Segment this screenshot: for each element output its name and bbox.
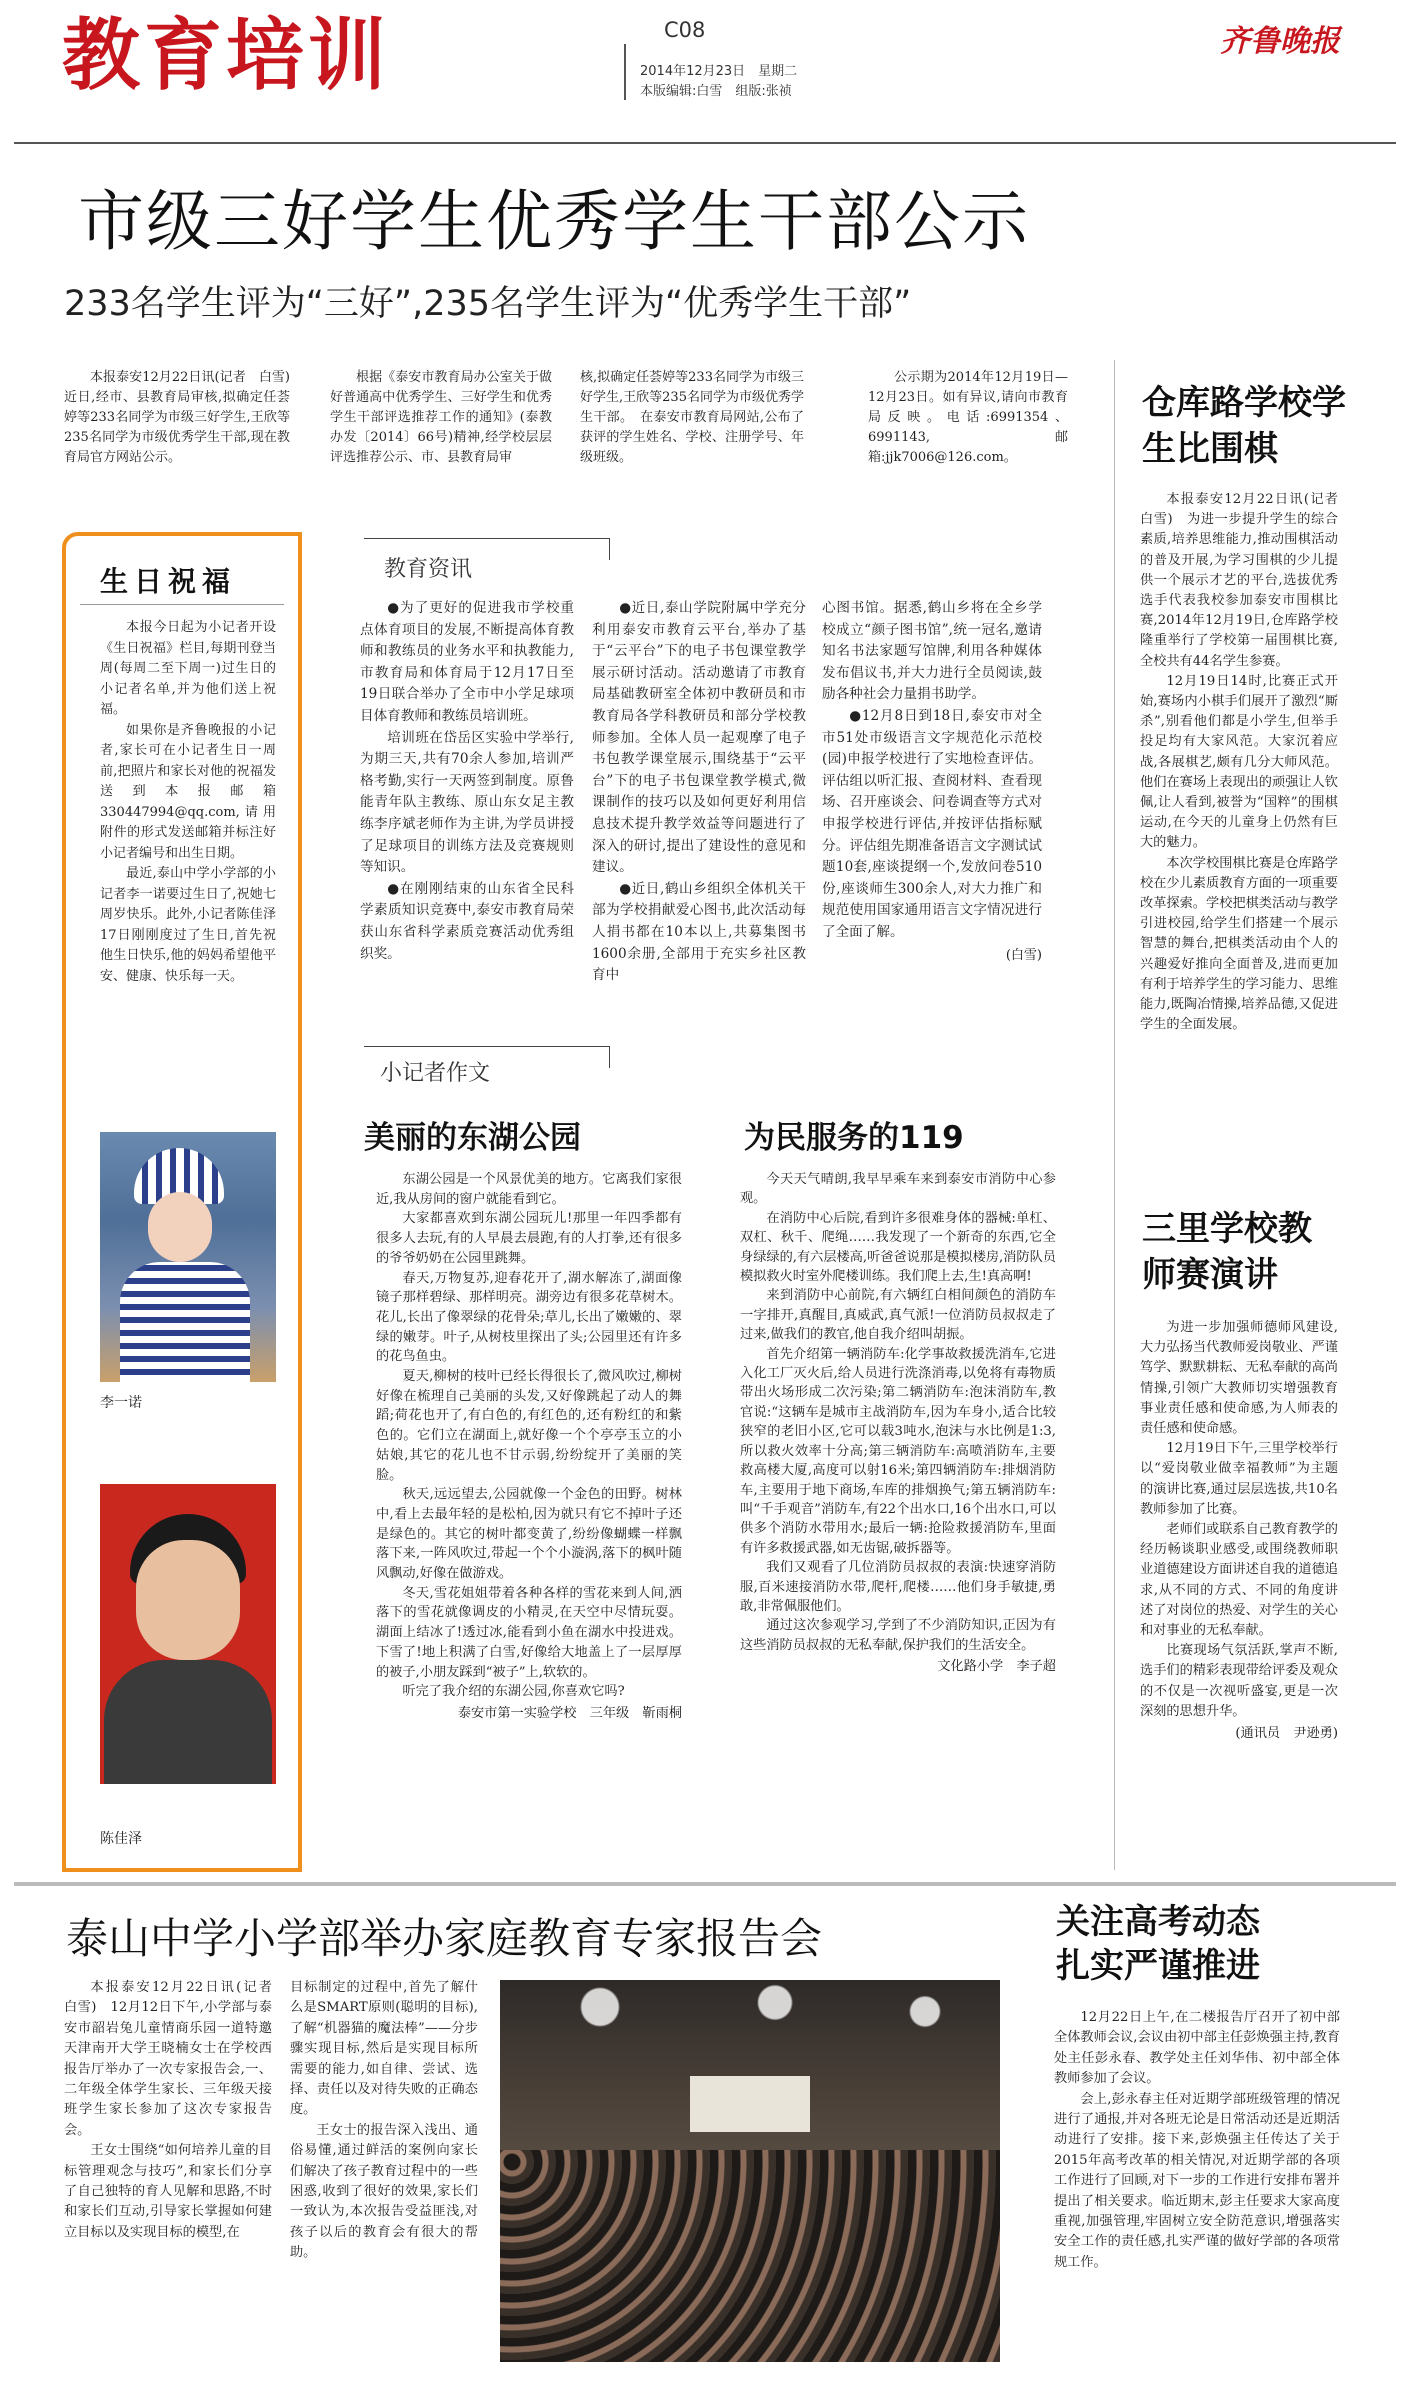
bottom-paragraph: 王女士的报告深入浅出、通俗易懂,通过鲜活的案例向家长们解决了孩子教育过程中的一些困惑,收到了很好的效果,家长们一致认为,本次报告受益匪浅,对孩子以后的教育会有很大的帮助。 [290, 2122, 478, 2261]
news-col-3 [822, 598, 1042, 963]
photo-li-yinuo [100, 1132, 276, 1382]
news-paragraph: ●近日,鹤山乡组织全体机关干部为学校捐献爱心图书,此次活动每人捐书都在10本以上,共募集图书1600余册,全部用于充实乡社区教育中 [592, 880, 806, 984]
page-divider [624, 44, 626, 100]
birthday-paragraph: 本报今日起为小记者开设《生日祝福》栏目,每期刊登当周(每周二至下周一)过生日的小记者名单,并为他们送上祝福。 [100, 620, 276, 717]
main-subheadline: 233名学生评为“三好”,235名学生评为“优秀学生干部” [64, 284, 912, 324]
bottom-col-1 [64, 1978, 286, 2243]
essay-paragraph: 春天,万物复苏,迎春花开了,湖水解冻了,湖面像镜子那样碧绿、那样明亮。湖旁边有很多花草树木。花儿,长出了像翠绿的花骨朵;草儿,长出了嫩嫩的、翠绿的嫩芽。叶子,从树枝里探出了头;公园里还有许多的花鸟鱼虫。 [376, 1270, 682, 1365]
chess-title: 仓库路学校学生比围棋 [1142, 383, 1346, 469]
news-paragraph: ●近日,泰山学院附属中学充分利用泰安市教育云平台,举办了基于“云平台”下的电子书包课堂教学展示研讨活动。活动邀请了市教育局基础教研室全体初中教研员和市教育局各学科教研员和部分学校教师参加。全体人员一起观摩了电子书包教学课堂展示,围绕基于“云平台”下的电子书包课堂教学模式,微课制作的技巧以及如何更好利用信息技术提升教学效益等问题进行了深入的研讨,提出了建设性的意见和建议。 [592, 600, 806, 876]
essay-paragraph: 大家都喜欢到东湖公园玩儿!那里一年四季都有很多人去玩,有的人早晨去晨跑,有的人打拳,还有很多的爷爷奶奶在公园里跳舞。 [376, 1211, 682, 1266]
news-col-1 [360, 598, 574, 965]
photo-caption: 陈佳泽 [100, 1831, 142, 1847]
news-paragraph: 培训班在岱岳区实验中学举行,为期三天,共有70余人参加,培训严格考勤,实行一天两签到制度。原鲁能青年队主教练、原山东女足主教练李序斌老师作为主讲,为学员讲授了足球项目的训练方法及竞赛规则等知识。 [360, 729, 574, 876]
child-face [148, 1192, 212, 1262]
chess-paragraph: 12月19日14时,比赛正式开始,赛场内小棋手们展开了激烈“厮杀”,别看他们都是小学生,但举手投足均有大家风范。大家沉着应战,各展棋艺,颇有几分大师风范。他们在赛场上表现出的顽强让人钦佩,让人看到,被誉为“国粹”的围棋运动,在今天的儿童身上仍然有巨大的魅力。 [1140, 673, 1338, 851]
essay-paragraph: 听完了我介绍的东湖公园,你喜欢它吗? [402, 1684, 625, 1700]
intro-paragraph: 根据《泰安市教育局办公室关于做好普通高中优秀学生、三好学生和优秀学生干部评选推荐工作的通知》(泰教办发〔2014〕66号)精神,经学校层层评选推荐公示、市、县教育局审 [330, 370, 552, 465]
main-headline: 市级三好学生优秀学生干部公示 [78, 183, 1030, 260]
news-paragraph: ●12月8日到18日,泰安市对全市51处市级语言文字规范化示范校(园)申报学校进行了实地检查评估。评估组以听汇报、查阅材料、查看现场、召开座谈会、问卷调查等方式对申报学校进行评估,并按评估指标赋分。评估组先期准备语言文字测试试题10套,座谈提纲一个,发放问卷510份,座谈师生300余人,对大力推广和规范使用国家通用语言文字情况进行了全面了解。 [822, 707, 1042, 940]
editor-credits: 本版编辑:白雪 组版:张祯 [640, 84, 792, 99]
speech-byline: (通讯员 尹逊勇) [1235, 1726, 1338, 1742]
birthday-rule [80, 604, 284, 605]
exam-title: 关注高考动态扎实严谨推进 [1056, 1902, 1260, 1986]
birthday-title: 生日祝福 [100, 565, 237, 598]
essay-paragraph: 首先介绍第一辆消防车:化学事故救援洗消车,它进入化工厂灭火后,给人员进行洗涤消毒,以免将有毒物质带出火场形成二次污染;第二辆消防车:泡沫消防车,教官说:“这辆车是城市主战消防车,因为车身小,适合比较狭窄的老旧小区,它可以载3吨水,泡沫与水比例是1:3,所以救火效率十分高;第三辆消防车:高喷消防车,主要救高楼大厦,高度可以射16米;第四辆消防车:排烟消防车,主要用于地下商场,车库的排烟换气;第五辆消防车:叫“千手观音”消防车,有22个出水口,16个出水口,可以供多个消防水带用水;最后一辆:抢险救援消防车,里面有许多救援武器,如无齿锯,破拆器等。 [740, 1346, 1056, 1556]
page-number: C08 [664, 18, 706, 42]
speech-body [1140, 1318, 1338, 1741]
masthead-rule [14, 142, 1396, 144]
essay-paragraph: 东湖公园是一个风景优美的地方。它离我们家很近,我从房间的窗户就能看到它。 [376, 1172, 682, 1207]
bottom-headline: 泰山中学小学部举办家庭教育专家报告会 [66, 1914, 823, 1963]
birthday-text [100, 618, 276, 987]
newspaper-logo: 齐鲁晚报 [1220, 24, 1340, 59]
essay-byline: 泰安市第一实验学校 三年级 靳雨桐 [457, 1705, 682, 1721]
chess-paragraph: 本报泰安12月22日讯(记者 白雪) 为进一步提升学生的综合素质,培养思维能力,推动围棋活动的普及开展,为学习围棋的少儿提供一个展示才艺的平台,选拔优秀选手代表我校参加泰安市围棋比赛,2014年12月19日,仓库路学校隆重举行了学校第一届围棋比赛,全校共有44名学生参赛。 [1140, 492, 1352, 669]
news-paragraph: ●为了更好的促进我市学校重点体育项目的发展,不断提高体育教师和教练员的业务水平和执教能力,市教育局和体育局于12月17日至19日联合举办了全市中小学足球项目体育教师和教练员培训班。 [360, 600, 574, 724]
news-byline: (白雪) [1005, 947, 1042, 963]
lecture-hall-photo [500, 1980, 1000, 2362]
intro-paragraph: 核,拟确定任荟婷等233名同学为市级三好学生,王欣等235名同学为市级优秀学生干部。 在泰安市教育局网站,公布了获评的学生姓名、学校、注册学号、年级班级。 [580, 370, 804, 465]
essay1-body [376, 1170, 682, 1721]
essay-paragraph: 冬天,雪花姐姐带着各种各样的雪花来到人间,洒落下的雪花就像调皮的小精灵,在天空中尽情玩耍。湖面上结冰了!透过冰,能看到小鱼在湖水中投进戏。下雪了!地上积满了白雪,好像给大地盖上了一层厚厚的被子,小朋友踩到“被子”上,软软的。 [376, 1585, 682, 1680]
chess-body [1140, 490, 1352, 1035]
essay-paragraph: 通过这次参观学习,学到了不少消防知识,正因为有这些消防员叔叔的无私奉献,保护我们的生活安全。 [740, 1618, 1056, 1653]
issue-date: 2014年12月23日 星期二 [640, 64, 798, 79]
bottom-rule [14, 1882, 1396, 1886]
photo-caption: 李一诺 [100, 1395, 142, 1411]
essay-paragraph: 今天天气晴朗,我早早乘车来到泰安市消防中心参观。 [740, 1172, 1056, 1207]
section-banner: 教育培训 [62, 10, 391, 101]
photo-chen-jiaze [100, 1484, 276, 1784]
essay-paragraph: 夏天,柳树的枝叶已经长得很长了,微风吹过,柳树好像在梳理自己美丽的头发,又好像跳起了动人的舞蹈;荷花也开了,有白色的,有红色的,还有粉红的和紫色的。它们立在湖面上,就好像一个个亭亭玉立的小姑娘,其它的花儿也不甘示弱,纷纷绽开了美丽的笑脸。 [376, 1369, 682, 1483]
bottom-paragraph: 目标制定的过程中,首先了解什么是SMART原则(聪明的目标),了解“机器猫的魔法棒”——分步骤实现目标,然后是实现目标所需要的能力,如自律、尝试、选择、责任以及对待失败的正确态度。 [290, 1980, 478, 2118]
news-paragraph: ●在刚刚结束的山东省全民科学素质知识竞赛中,泰安市教育局荣获山东省科学素质竞赛活动优秀组织奖。 [360, 880, 574, 962]
exam-body [1054, 2008, 1340, 2273]
exam-paragraph: 会上,彭永春主任对近期学部班级管理的情况进行了通报,并对各班无论是日常活动还是近期活动进行了安排。接下来,彭焕强主任传达了关于2015年高考改革的相关情况,对近期学部的各项工作进行了回顾,对下一步的工作进行安排布署并提出了相关要求。临近期末,彭主任要求大家高度重视,加强管理,牢固树立安全防范意识,增强落实安全工作的责任感,扎实严谨的做好学部的各项常规工作。 [1054, 2091, 1340, 2270]
hall-screen [690, 2076, 810, 2132]
essay-paragraph: 我们又观看了几位消防员叔叔的表演:快速穿消防服,百米速接消防水带,爬杆,爬楼……他们身手敏捷,勇敢,非常佩服他们。 [740, 1560, 1056, 1614]
boy-face [136, 1540, 240, 1660]
boy-shirt [104, 1660, 272, 1784]
birthday-paragraph: 如果你是齐鲁晚报的小记者,家长可在小记者生日一周前,把照片和家长对他的祝福发送到本报邮箱330447994@qq.com,请用附件的形式发送邮箱并标注好小记者编号和出生日期。 [100, 722, 276, 861]
hall-audience [500, 2150, 1000, 2362]
essay-byline: 文化路小学 李子超 [937, 1659, 1056, 1675]
hall-ceiling-lights [500, 1980, 1000, 2070]
essay2-title: 为民服务的119 [744, 1120, 964, 1156]
essay2-body [740, 1170, 1056, 1674]
right-column-rule [1114, 360, 1115, 1870]
bottom-col-2 [290, 1978, 478, 2264]
essay-paragraph: 秋天,远远望去,公园就像一个金色的田野。树林中,看上去最年轻的是松柏,因为就只有它不掉叶子还是绿色的。其它的树叶都变黄了,纷纷像蝴蝶一样飘落下来,一阵风吹过,带起一个个小漩涡,落下的枫叶随风飘动,好像在做游戏。 [376, 1487, 682, 1582]
bottom-paragraph: 本报泰安12月22日讯(记者 白雪) 12月12日下午,小学部与泰安市韶岩兔儿童情商乐园一道特邀天津南开大学王晓楠女士在学校西报告厅举办了一次专家报告会,一、二年级全体学生家长、三年级天接班学生家长参加了这次专家报告会。 [64, 1980, 286, 2138]
child-dress [120, 1262, 250, 1382]
news-col-2 [592, 598, 806, 987]
essay-paragraph: 在消防中心后院,看到许多很难身体的器械:单杠、双杠、秋千、爬绳……我发现了一个新奇的东西,它全身绿绿的,有六层楼高,听爸爸说那是模拟楼房,消防队员模拟救火时室外爬楼训练。我们爬上去,生!真高啊! [740, 1210, 1056, 1285]
essay1-title: 美丽的东湖公园 [364, 1120, 581, 1156]
speech-title: 三里学校教师赛演讲 [1142, 1209, 1312, 1295]
essay-paragraph: 来到消防中心前院,有六辆红白相间颜色的消防车一字排开,真醒目,真威武,真气派!一位消防员叔叔走了过来,做我们的教官,他自我介绍叫胡振。 [740, 1288, 1056, 1343]
chess-paragraph: 本次学校围棋比赛是仓库路学校在少儿素质教育方面的一项重要改革探索。学校把棋类活动与教学引进校园,给学生们搭建一个展示智慧的舞台,把棋类活动由个人的兴趣爱好推向全面普及,进而更加有利于培养学生的学习能力、思维能力,既陶冶情操,培养品德,又促进学生的全面发展。 [1140, 855, 1338, 1033]
intro-paragraph: 本报泰安12月22日讯(记者 白雪) 近日,经市、县教育局审核,拟确定任荟婷等233名同学为市级三好学生,王欣等235名同学为市级优秀学生干部,现在教育局官方网站公示。 [64, 370, 304, 465]
news-heading: 教育资讯 [380, 552, 476, 583]
speech-paragraph: 老师们或联系自己教育教学的经历畅谈职业感受,或围绕教师职业道德建设方面讲述自我的道德追求,从不同的方式、不同的角度讲述了对岗位的热爱、对学生的关心和对事业的无私奉献。 [1140, 1522, 1338, 1639]
speech-paragraph: 比赛现场气氛活跃,掌声不断,选手们的精彩表现带给评委及观众的不仅是一次视听盛宴,更是一次深刻的思想升华。 [1140, 1643, 1338, 1719]
speech-paragraph: 为进一步加强师德师风建设,大力弘扬当代教师爱岗敬业、严谨笃学、默默耕耘、无私奉献的高尚情操,引领广大教师切实增强教育事业责任感和使命感,为人师表的责任感和使命感。 [1140, 1320, 1338, 1437]
birthday-paragraph: 最近,泰山中学小学部的小记者李一诺要过生日了,祝她七周岁快乐。此外,小记者陈佳泽17日刚刚度过了生日,首先祝他生日快乐,他的妈妈希望他平安、健康、快乐每一天。 [100, 866, 276, 984]
news-paragraph: 心图书馆。据悉,鹤山乡将在全乡学校成立“颜子图书馆”,统一冠名,邀请知名书法家题写馆牌,利用各种媒体发布倡议书,并大力进行全员阅读,鼓励各种社会力量捐书助学。 [822, 600, 1042, 703]
exam-paragraph: 12月22日上午,在二楼报告厅召开了初中部全体教师会议,会议由初中部主任彭焕强主持,教育处主任彭永春、教学处主任刘华伟、初中部全体教师参加了会议。 [1054, 2010, 1340, 2087]
bottom-paragraph: 王女士围绕“如何培养儿童的目标管理观念与技巧”,和家长们分享了自己独特的育人见解和思路,不时和家长们互动,引导家长掌握如何建立目标以及实现目标的模型,在 [64, 2143, 272, 2240]
intro-paragraph: 公示期为2014年12月19日—12月23日。如有异议,请向市教育局反映。电话:6991354、6991143,邮箱:jjk7006@126.com。 [868, 370, 1068, 465]
speech-paragraph: 12月19日下午,三里学校举行以“爱岗敬业做幸福教师”为主题的演讲比赛,通过层层选拔,共10名教师参加了比赛。 [1140, 1441, 1338, 1517]
essays-heading: 小记者作文 [376, 1056, 494, 1087]
